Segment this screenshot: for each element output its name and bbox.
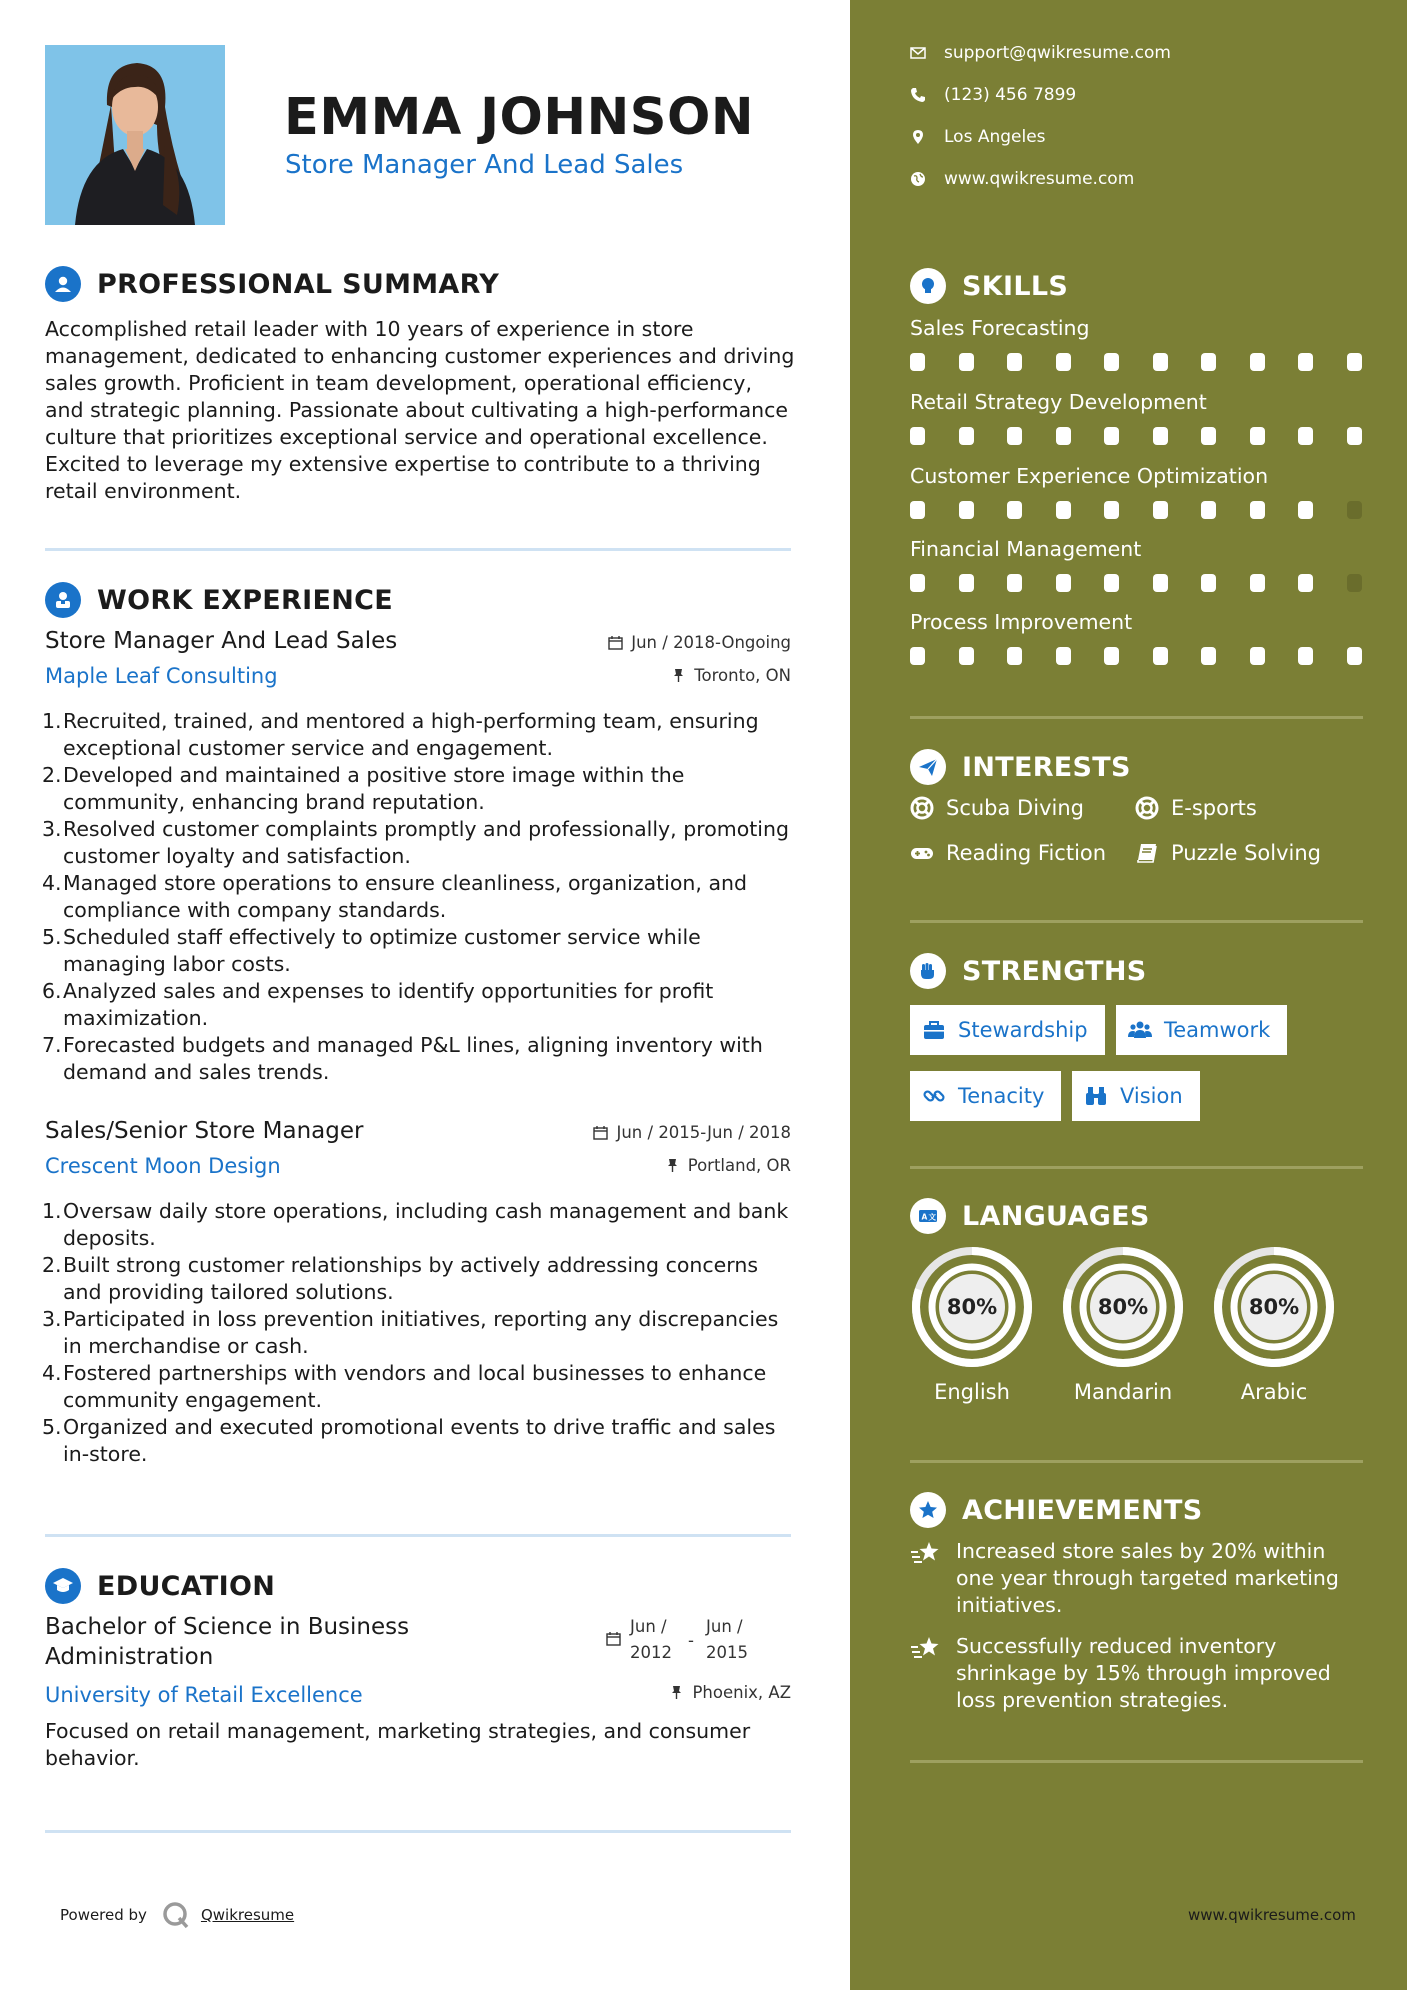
skill-dot: [1298, 427, 1313, 445]
list-item: 4. Managed store operations to ensure cleanliness, organization, and compliance with company standards.: [42, 871, 748, 922]
skill-rating: [910, 501, 1362, 519]
education-end-year: 2015: [706, 1643, 748, 1662]
envelope-icon: [910, 45, 926, 61]
section-title-achievements: ACHIEVEMENTS: [962, 1494, 1203, 1526]
education-date-separator: -: [688, 1631, 694, 1650]
map-marker-icon: [910, 129, 926, 145]
job-location: [665, 1156, 791, 1175]
list-item: 6. Analyzed sales and expenses to identify opportunities for profit maximization.: [42, 979, 714, 1030]
job-date: [593, 1123, 791, 1142]
skill-dot: [959, 501, 974, 519]
skill-dot: [1250, 427, 1265, 445]
life-ring-icon: [910, 796, 934, 820]
skill-dot: [1056, 574, 1071, 592]
skill-dot: [1056, 353, 1071, 371]
calendar-icon: [606, 1631, 621, 1646]
section-divider: [45, 1830, 791, 1833]
language-name: Mandarin: [1073, 1380, 1173, 1404]
section-title-summary: PROFESSIONAL SUMMARY: [97, 268, 500, 300]
star-badge-icon: [910, 1492, 946, 1528]
contact-website-text: www.qwikresume.com: [944, 169, 1135, 189]
education-header: [45, 1568, 275, 1604]
lightbulb-icon: [910, 268, 946, 304]
powered-by-label: Powered by: [60, 1906, 147, 1924]
job-company: Maple Leaf Consulting: [45, 664, 278, 688]
skill-dot: [1104, 353, 1119, 371]
pin-icon: [665, 1158, 680, 1173]
language-percent: 80%: [1248, 1295, 1300, 1319]
job-role: Store Manager And Lead Sales: [45, 628, 398, 654]
briefcase-person-icon: [45, 582, 81, 618]
binoculars-icon: [1084, 1084, 1108, 1108]
job-date-text: Jun / 2015-Jun / 2018: [616, 1123, 791, 1142]
profile-photo: [45, 45, 225, 225]
sidebar-divider: [910, 1760, 1363, 1763]
interest-item: [1135, 796, 1257, 820]
job-location-text: Toronto, ON: [694, 666, 791, 685]
link-icon: [922, 1084, 946, 1108]
skill-rating: [910, 647, 1362, 665]
contact-website: [910, 169, 1134, 189]
skill-dot: [1347, 501, 1362, 519]
job-location-text: Portland, OR: [687, 1156, 791, 1175]
language-percent: 80%: [1097, 1295, 1149, 1319]
language-percent: 80%: [946, 1295, 998, 1319]
skill-dot: [1056, 427, 1071, 445]
skill-dot: [1298, 501, 1313, 519]
interest-label: Puzzle Solving: [1171, 841, 1321, 865]
skill-name: Retail Strategy Development: [910, 390, 1207, 414]
users-icon: [1128, 1018, 1152, 1042]
job-duties-list: [42, 708, 797, 1086]
skill-dot: [910, 427, 925, 445]
interest-item: [910, 841, 1106, 865]
skill-dot: [910, 647, 925, 665]
gamepad-icon: [910, 841, 934, 865]
skill-dot: [910, 353, 925, 371]
skill-dot: [1007, 353, 1022, 371]
skill-dot: [1298, 574, 1313, 592]
section-title-skills: SKILLS: [962, 270, 1069, 302]
skill-name: Customer Experience Optimization: [910, 464, 1269, 488]
list-item: 7. Forecasted budgets and managed P&L lines, aligning inventory with demand and sales trends.: [42, 1033, 763, 1084]
achievements-header: [910, 1492, 1203, 1528]
sidebar-divider: [910, 1166, 1363, 1169]
skill-dot: [1007, 574, 1022, 592]
section-title-interests: INTERESTS: [962, 751, 1131, 783]
pin-icon: [669, 1685, 684, 1700]
section-divider: [45, 548, 791, 551]
skill-dot: [910, 501, 925, 519]
education-location: [669, 1683, 791, 1702]
skill-dot: [1153, 574, 1168, 592]
language-name: English: [934, 1380, 1010, 1404]
language-ring: [1061, 1245, 1185, 1369]
language-ring: [1212, 1245, 1336, 1369]
skill-dot: [1201, 574, 1216, 592]
skill-dot: [1056, 647, 1071, 665]
list-item: 2. Built strong customer relationships by actively addressing concerns and providing tailored solutions.: [42, 1253, 759, 1304]
skill-dot: [959, 647, 974, 665]
phone-icon: [910, 87, 926, 103]
skill-rating: [910, 353, 1362, 371]
section-divider: [45, 1534, 791, 1537]
skill-dot: [1201, 501, 1216, 519]
powered-by: [60, 1900, 294, 1930]
languages-header: [910, 1198, 1150, 1234]
work-header: [45, 582, 393, 618]
achievement-text: Increased store sales by 20% within one year through targeted marketing initiatives.: [956, 1539, 1339, 1617]
skill-dot: [1056, 501, 1071, 519]
skill-dot: [959, 427, 974, 445]
skill-dot: [1347, 647, 1362, 665]
education-school: University of Retail Excellence: [45, 1683, 363, 1707]
section-title-education: EDUCATION: [97, 1570, 276, 1602]
footer-website: www.qwikresume.com: [1188, 1906, 1356, 1924]
skill-name: Sales Forecasting: [910, 316, 1090, 340]
education-start-month: Jun /: [630, 1617, 667, 1636]
education-dates: [606, 1614, 748, 1666]
education-description: Focused on retail management, marketing strategies, and consumer behavior.: [45, 1719, 751, 1770]
interests-header: [910, 749, 1131, 785]
skill-dot: [1347, 427, 1362, 445]
skill-dot: [959, 574, 974, 592]
skill-dot: [1153, 353, 1168, 371]
language-ring: [910, 1245, 1034, 1369]
fist-icon: [910, 953, 946, 989]
skill-rating: [910, 574, 1362, 592]
skill-dot: [1104, 501, 1119, 519]
strength-badge: [1072, 1071, 1200, 1121]
interest-label: Scuba Diving: [946, 796, 1084, 820]
book-icon: [1135, 841, 1159, 865]
list-item: 4. Fostered partnerships with vendors and local businesses to enhance community engagement.: [42, 1361, 767, 1412]
skill-dot: [1104, 574, 1119, 592]
list-item: 3. Participated in loss prevention initiatives, reporting any discrepancies in merchandise or cash.: [42, 1307, 779, 1358]
user-circle-icon: [45, 266, 81, 302]
sidebar-divider: [910, 716, 1363, 719]
list-item: 3. Resolved customer complaints promptly and professionally, promoting customer loyalty and satisfaction.: [42, 817, 789, 868]
skill-dot: [1201, 427, 1216, 445]
qwikresume-logo-icon: [161, 1900, 191, 1930]
job-duties-list: [42, 1198, 797, 1468]
contact-email: [910, 43, 1171, 63]
skill-rating: [910, 427, 1362, 445]
list-item: 5. Organized and executed promotional events to drive traffic and sales in-store.: [42, 1415, 776, 1466]
sidebar: [850, 0, 1407, 1990]
skill-dot: [1104, 647, 1119, 665]
contact-location: [910, 127, 1046, 147]
pin-icon: [671, 668, 686, 683]
job-role: Sales/Senior Store Manager: [45, 1118, 364, 1144]
strength-badge: [1116, 1005, 1287, 1055]
job-location: [671, 666, 791, 685]
list-item: 5. Scheduled staff effectively to optimize customer service while managing labor costs.: [42, 925, 701, 976]
skill-dot: [1007, 427, 1022, 445]
graduation-cap-icon: [45, 1568, 81, 1604]
candidate-title: Store Manager And Lead Sales: [285, 150, 684, 180]
skill-dot: [1104, 427, 1119, 445]
skill-dot: [1153, 647, 1168, 665]
strength-badge: [910, 1071, 1061, 1121]
contact-phone: [910, 85, 1076, 105]
interest-item: [1135, 841, 1321, 865]
skill-dot: [1201, 647, 1216, 665]
job-entry-header: [45, 628, 791, 688]
skill-dot: [1250, 647, 1265, 665]
list-item: 1. Recruited, trained, and mentored a high-performing team, ensuring exceptional customer service and engagement.: [42, 709, 759, 760]
skill-dot: [1298, 647, 1313, 665]
list-item: 2. Developed and maintained a positive store image within the community, enhancing brand reputation.: [42, 763, 685, 814]
strength-label: Teamwork: [1164, 1018, 1271, 1042]
skill-dot: [1347, 574, 1362, 592]
skill-dot: [1298, 353, 1313, 371]
job-date-text: Jun / 2018-Ongoing: [631, 633, 791, 652]
skill-dot: [910, 574, 925, 592]
calendar-icon: [593, 1125, 608, 1140]
achievement-text: Successfully reduced inventory shrinkage by 15% through improved loss prevention strategies.: [956, 1634, 1331, 1712]
shooting-star-icon: [910, 1540, 942, 1568]
skills-header: [910, 268, 1068, 304]
candidate-name: EMMA JOHNSON: [284, 88, 755, 147]
job-company: Crescent Moon Design: [45, 1154, 281, 1178]
strengths-header: [910, 953, 1147, 989]
skill-dot: [1347, 353, 1362, 371]
skill-name: Process Improvement: [910, 610, 1133, 634]
translate-icon: [910, 1198, 946, 1234]
globe-icon: [910, 171, 926, 187]
strength-label: Stewardship: [958, 1018, 1088, 1042]
contact-location-text: Los Angeles: [944, 127, 1046, 147]
qwikresume-link[interactable]: Qwikresume: [200, 1906, 295, 1924]
interest-label: Reading Fiction: [946, 841, 1107, 865]
achievement-item: [910, 1538, 1360, 1619]
skill-dot: [1153, 501, 1168, 519]
section-title-strengths: STRENGTHS: [962, 955, 1147, 987]
interest-item: [910, 796, 1084, 820]
summary-header: [45, 266, 499, 302]
shooting-star-icon: [910, 1635, 942, 1663]
skill-dot: [1007, 501, 1022, 519]
strength-badge: [910, 1005, 1105, 1055]
contact-phone-text: (123) 456 7899: [944, 85, 1077, 105]
education-degree: Bachelor of Science in Business Administration: [45, 1614, 410, 1670]
strength-label: Vision: [1120, 1084, 1183, 1108]
svg-text:A: A: [921, 1212, 928, 1222]
education-location-text: Phoenix, AZ: [692, 1683, 791, 1702]
achievement-item: [910, 1633, 1360, 1714]
summary-text: Accomplished retail leader with 10 years of experience in store management, dedicated to enhancing customer experiences and driving sales growth. Proficient in team development, operational efficiency, and strategic planning. Passionate about cultivating a high-performance culture that prioritizes exceptional service and operational excellence. Excited to leverage my extensive expertise to contribute to a thriving retail environment.: [45, 317, 795, 503]
section-title-languages: LANGUAGES: [962, 1200, 1150, 1232]
language-name: Arabic: [1240, 1380, 1308, 1404]
job-date: [608, 633, 791, 652]
sidebar-divider: [910, 920, 1363, 923]
calendar-icon: [608, 635, 623, 650]
section-title-work: WORK EXPERIENCE: [97, 584, 393, 616]
education-end-month: Jun /: [706, 1617, 743, 1636]
list-item: 1. Oversaw daily store operations, including cash management and bank deposits.: [42, 1199, 789, 1250]
skill-dot: [1201, 353, 1216, 371]
skill-dot: [1250, 501, 1265, 519]
svg-text:文: 文: [928, 1212, 936, 1222]
skill-dot: [959, 353, 974, 371]
job-entry-header: [45, 1118, 791, 1178]
profile-photo-image: [45, 45, 225, 225]
briefcase-icon: [922, 1018, 946, 1042]
sidebar-divider: [910, 1460, 1363, 1463]
skill-dot: [1007, 647, 1022, 665]
life-ring-icon: [1135, 796, 1159, 820]
contact-email-text: support@qwikresume.com: [944, 43, 1171, 63]
skill-name: Financial Management: [910, 537, 1142, 561]
skill-dot: [1250, 353, 1265, 371]
strength-label: Tenacity: [958, 1084, 1045, 1108]
paper-plane-icon: [910, 749, 946, 785]
education-start-year: 2012: [630, 1643, 672, 1662]
interest-label: E-sports: [1171, 796, 1257, 820]
skill-dot: [1153, 427, 1168, 445]
skill-dot: [1250, 574, 1265, 592]
